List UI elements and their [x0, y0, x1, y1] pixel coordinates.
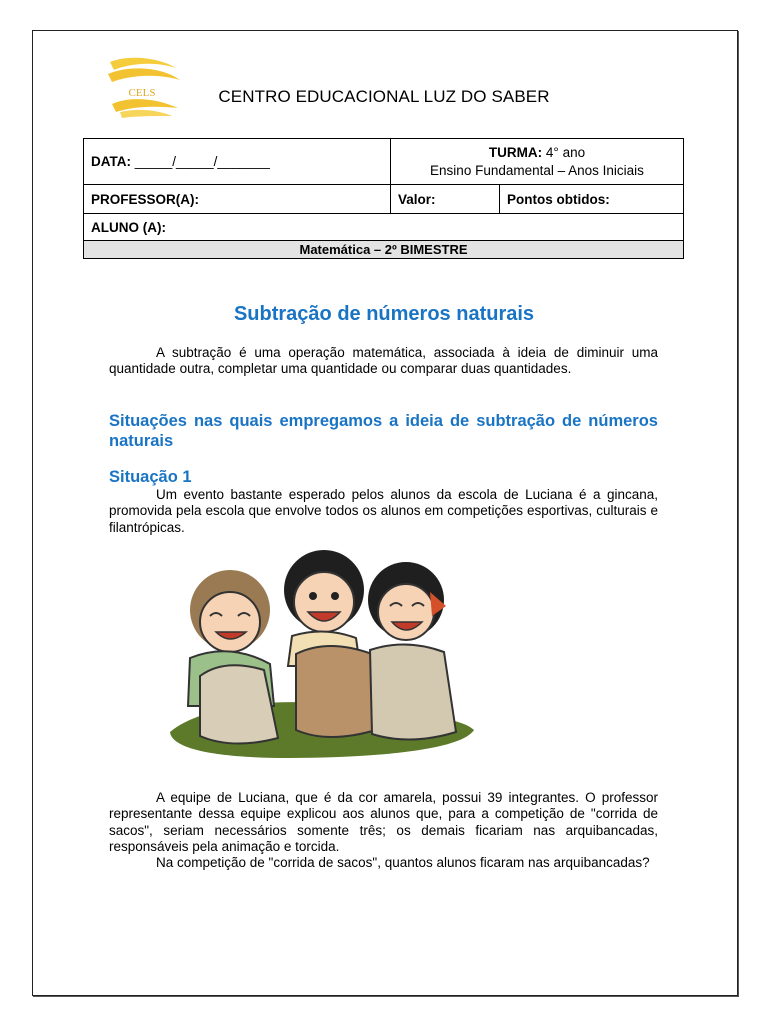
- class-cell: [391, 139, 684, 185]
- page-title: Subtração de números naturais: [233, 303, 535, 325]
- points-label: Pontos obtidos:: [500, 185, 684, 214]
- date-label: DATA:: [91, 154, 131, 169]
- sack-race-illustration: [160, 546, 478, 760]
- value-label: Valor:: [391, 185, 500, 214]
- subject-banner: Matemática – 2º BIMESTRE: [84, 241, 684, 259]
- date-value: _____/_____/_______: [134, 154, 270, 169]
- class-value: 4° ano: [545, 144, 586, 160]
- class-label: TURMA:: [488, 144, 543, 160]
- intro-paragraph: A subtração é uma operação matemática, associada à ideia de diminuir uma quantidade outra, completar uma quantidade ou comparar duas quantidades.: [109, 345, 658, 377]
- problem-paragraph: A equipe de Luciana, que é da cor amarela, possui 39 integrantes. O professor representante dessa equipe explicou aos alunos que, para a competição de "corrida de sacos", seriam necessários somente três; os demais ficariam nas arquibancadas, responsáveis pela animação e torcida.: [109, 790, 658, 854]
- date-cell: [84, 139, 391, 185]
- level-text: Ensino Fundamental – Anos Iniciais: [430, 162, 644, 178]
- school-name: CENTRO EDUCACIONAL LUZ DO SABER: [218, 87, 550, 106]
- logo-text: CELS: [128, 87, 156, 99]
- header-table: [83, 138, 684, 259]
- section-heading: Situações nas quais empregamos a ideia de subtração de números naturais: [109, 412, 658, 450]
- question-paragraph: Na competição de "corrida de sacos", quantos alunos ficaram nas arquibancadas?: [156, 855, 650, 870]
- student-label: ALUNO (A):: [84, 214, 684, 241]
- teacher-label: PROFESSOR(A):: [84, 185, 391, 214]
- situation-paragraph: Um evento bastante esperado pelos alunos da escola de Luciana é a gincana, promovida pela escola que envolve todos os alunos em competições esportivas, culturais e filantrópicas.: [109, 487, 658, 535]
- situation-title: Situação 1: [109, 468, 192, 486]
